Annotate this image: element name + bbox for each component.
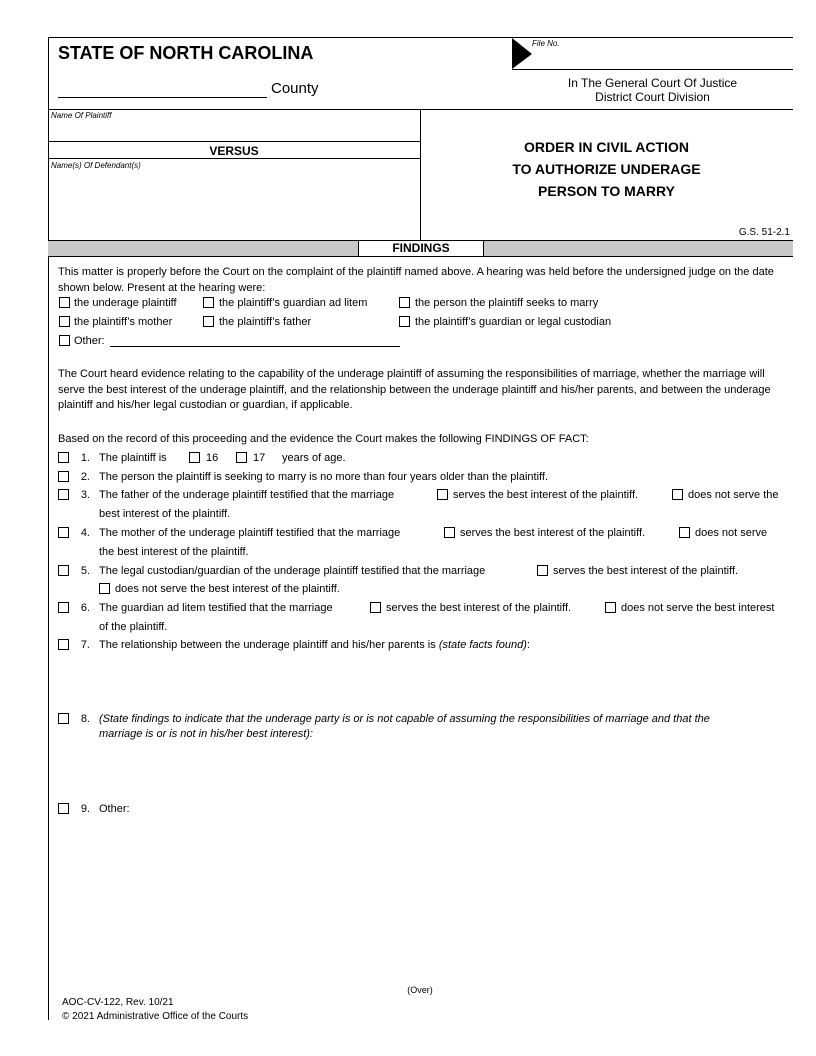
plaintiff-label: Name Of Plaintiff <box>51 111 112 120</box>
plaintiff-field[interactable] <box>48 141 420 142</box>
present-father-checkbox[interactable] <box>203 316 214 327</box>
finding-5-serves-label: serves the best interest of the plaintiff. <box>553 565 739 577</box>
finding-7-main: The relationship between the underage plaintiff and his/her parents is <box>99 639 436 651</box>
finding-5-number: 5. <box>80 565 90 577</box>
present-underage-plaintiff-checkbox[interactable] <box>59 297 70 308</box>
finding-6-text: The guardian ad litem testified that the marriage <box>99 602 333 614</box>
finding-3-serves-label: serves the best interest of the plaintiff. <box>453 489 639 501</box>
finding-5-checkbox[interactable] <box>58 565 69 576</box>
county-line[interactable] <box>58 97 267 98</box>
finding-6-not-serve-cont: of the plaintiff. <box>99 621 168 633</box>
form-title-line-2: TO AUTHORIZE UNDERAGE <box>512 161 701 177</box>
over-label: (Over) <box>407 985 433 995</box>
finding-3-number: 3. <box>80 489 90 501</box>
finding-7-text <box>99 639 530 652</box>
finding-9-text: Other: <box>99 803 130 815</box>
present-person-to-marry-checkbox[interactable] <box>399 297 410 308</box>
finding-3-not-serve-checkbox[interactable] <box>672 489 683 500</box>
finding-9-number: 9. <box>80 803 90 815</box>
top-border <box>48 37 793 38</box>
finding-8-line-1: (State findings to indicate that the underage party is or is not capable of assuming the responsibilities of marriage and that the <box>99 713 710 725</box>
evidence-paragraph: The Court heard evidence relating to the capability of the underage plaintiff of assuming the responsibilities of marriage, whether the marriage will serve the best interest of the underage plaintiff, and the relationship between the underage plaintiff and his/her parents, and between the underage plaintiff and his/her legal custodian or guardian, if applicable. <box>58 368 771 411</box>
present-guardian-ad-litem-label: the plaintiff’s guardian ad litem <box>219 297 368 309</box>
file-no-arrow-icon <box>512 38 534 70</box>
defendant-label: Name(s) Of Defendant(s) <box>51 161 141 170</box>
findings-heading: FINDINGS <box>358 240 484 257</box>
age-17-label: 17 <box>253 452 266 464</box>
finding-2-checkbox[interactable] <box>58 471 69 482</box>
finding-2-text: The person the plaintiff is seeking to marry is no more than four years older than the plaintiff. <box>99 471 549 483</box>
finding-7-number: 7. <box>80 639 90 651</box>
intro-paragraph: This matter is properly before the Court on the complaint of the plaintiff named above. A hearing was held before the undersigned judge on the date shown below. Present at the hearing were: <box>58 266 774 294</box>
finding-4-not-serve-cont: the best interest of the plaintiff. <box>99 546 249 558</box>
court-line-2: District Court Division <box>595 90 710 104</box>
present-father-label: the plaintiff’s father <box>219 316 312 328</box>
finding-1-number: 1. <box>80 452 90 464</box>
finding-4-number: 4. <box>80 527 90 539</box>
finding-4-checkbox[interactable] <box>58 527 69 538</box>
finding-4-text: The mother of the underage plaintiff testified that the marriage <box>99 527 401 539</box>
present-other-label: Other: <box>74 335 105 347</box>
present-underage-plaintiff-label: the underage plaintiff <box>74 297 177 309</box>
form-title-line-1: ORDER IN CIVIL ACTION <box>524 139 689 155</box>
file-no-field[interactable] <box>512 69 793 70</box>
present-mother-checkbox[interactable] <box>59 316 70 327</box>
court-line-1: In The General Court Of Justice <box>567 76 738 90</box>
age-17-checkbox[interactable] <box>236 452 247 463</box>
finding-6-not-serve-checkbox[interactable] <box>605 602 616 613</box>
finding-3-not-serve-label: does not serve the <box>688 489 779 501</box>
finding-5-text: The legal custodian/guardian of the underage plaintiff testified that the marriage <box>99 565 486 577</box>
finding-6-not-serve-label: does not serve the best interest <box>621 602 775 614</box>
finding-9-checkbox[interactable] <box>58 803 69 814</box>
finding-7-italic: (state facts found) <box>438 639 527 651</box>
present-custodian-label: the plaintiff’s guardian or legal custodian <box>415 316 612 328</box>
finding-8-number: 8. <box>80 713 90 725</box>
finding-3-checkbox[interactable] <box>58 489 69 500</box>
finding-6-checkbox[interactable] <box>58 602 69 613</box>
present-person-to-marry-label: the person the plaintiff seeks to marry <box>415 297 599 309</box>
finding-5-not-serve-label: does not serve the best interest of the plaintiff. <box>115 583 340 595</box>
present-other-checkbox[interactable] <box>59 335 70 346</box>
finding-8-line-2: marriage is or is not in his/her best interest): <box>99 728 313 740</box>
finding-6-serves-checkbox[interactable] <box>370 602 381 613</box>
present-other-line[interactable] <box>110 346 400 347</box>
finding-8-checkbox[interactable] <box>58 713 69 724</box>
age-16-checkbox[interactable] <box>189 452 200 463</box>
finding-1-suffix: years of age. <box>282 452 346 464</box>
finding-5-not-serve-checkbox[interactable] <box>99 583 110 594</box>
finding-4-not-serve-label: does not serve <box>695 527 768 539</box>
finding-3-not-serve-cont: best interest of the plaintiff. <box>99 508 231 520</box>
left-border <box>48 37 49 1020</box>
versus-label: VERSUS <box>209 144 259 158</box>
statute-ref: G.S. 51-2.1 <box>738 227 790 238</box>
finding-2-number: 2. <box>80 471 90 483</box>
age-16-label: 16 <box>206 452 219 464</box>
finding-6-number: 6. <box>80 602 90 614</box>
finding-7-tail: : <box>526 639 530 651</box>
versus-underline <box>48 158 420 159</box>
finding-3-text: The father of the underage plaintiff testified that the marriage <box>99 489 395 501</box>
based-on-statement: Based on the record of this proceeding and the evidence the Court makes the following FINDINGS OF FACT: <box>58 433 589 445</box>
finding-1-checkbox[interactable] <box>58 452 69 463</box>
finding-3-serves-checkbox[interactable] <box>437 489 448 500</box>
present-custodian-checkbox[interactable] <box>399 316 410 327</box>
finding-7-checkbox[interactable] <box>58 639 69 650</box>
form-title-line-3: PERSON TO MARRY <box>538 183 675 199</box>
finding-4-serves-label: serves the best interest of the plaintiff. <box>460 527 646 539</box>
present-mother-label: the plaintiff’s mother <box>74 316 173 328</box>
finding-5-serves-checkbox[interactable] <box>537 565 548 576</box>
finding-4-serves-checkbox[interactable] <box>444 527 455 538</box>
copyright: © 2021 Administrative Office of the Courts <box>62 1011 249 1022</box>
state-title: STATE OF NORTH CAROLINA <box>58 43 314 63</box>
finding-6-serves-label: serves the best interest of the plaintiff. <box>386 602 572 614</box>
form-id: AOC-CV-122, Rev. 10/21 <box>62 997 174 1008</box>
finding-4-not-serve-checkbox[interactable] <box>679 527 690 538</box>
county-label: County <box>271 80 319 97</box>
file-no-label: File No. <box>532 39 560 48</box>
finding-1-text: The plaintiff is <box>99 452 167 464</box>
present-guardian-ad-litem-checkbox[interactable] <box>203 297 214 308</box>
